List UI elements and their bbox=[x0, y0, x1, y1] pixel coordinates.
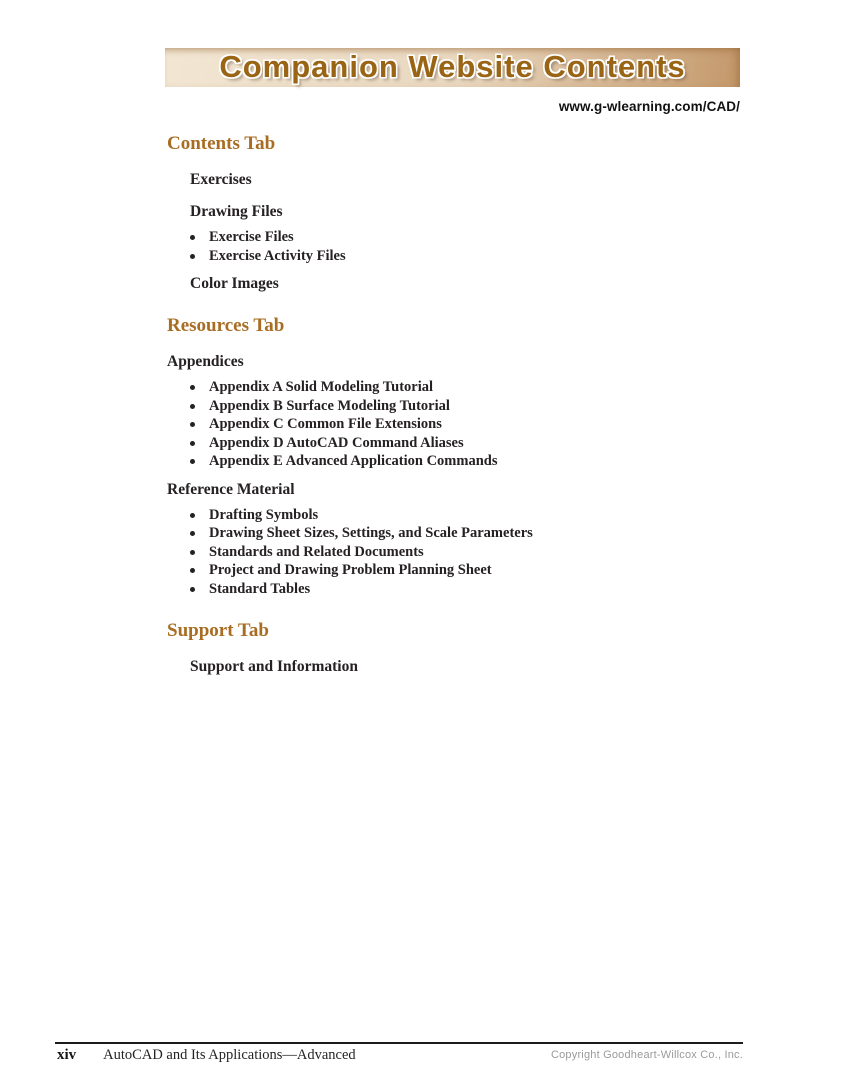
list-item bbox=[167, 524, 737, 543]
list-item bbox=[167, 543, 737, 562]
page-banner bbox=[165, 48, 740, 87]
bullet-icon bbox=[190, 513, 195, 518]
group-label: Reference Material bbox=[167, 480, 295, 498]
list-item-label: Drawing Sheet Sizes, Settings, and Scale Parameters bbox=[209, 525, 533, 541]
list-item-label: Appendix E Advanced Application Commands bbox=[209, 453, 498, 469]
group-label: Drawing Files bbox=[190, 203, 283, 220]
list-item bbox=[167, 247, 737, 266]
list-item-label: Appendix C Common File Extensions bbox=[209, 416, 442, 432]
list-item bbox=[167, 434, 737, 453]
list-item bbox=[167, 580, 737, 599]
contents-list bbox=[167, 133, 737, 676]
list-item-label: Project and Drawing Problem Planning Sheet bbox=[209, 562, 492, 578]
footer-rule bbox=[55, 1042, 743, 1044]
bullet-icon bbox=[190, 385, 195, 390]
page-number: xiv bbox=[57, 1047, 77, 1063]
bullet-icon bbox=[190, 568, 195, 573]
list-item bbox=[167, 561, 737, 580]
section-heading: Contents Tab bbox=[167, 133, 276, 154]
list-item bbox=[167, 397, 737, 416]
section-heading: Support Tab bbox=[167, 620, 269, 641]
content-section bbox=[167, 133, 737, 293]
bullet-icon bbox=[190, 550, 195, 555]
copyright-notice: Copyright Goodheart-Willcox Co., Inc. bbox=[550, 1049, 743, 1061]
content-section bbox=[167, 315, 737, 598]
bullet-icon bbox=[190, 404, 195, 409]
list-item-label: Exercise Files bbox=[209, 229, 294, 245]
list-item bbox=[167, 452, 737, 471]
list-item-label: Drafting Symbols bbox=[209, 506, 319, 523]
group-label: Color Images bbox=[190, 275, 279, 292]
book-title: AutoCAD and Its Applications—Advanced bbox=[103, 1047, 356, 1063]
list-item bbox=[167, 506, 737, 525]
list-item-label: Appendix A Solid Modeling Tutorial bbox=[209, 379, 434, 395]
bullet-icon bbox=[190, 254, 195, 259]
list-item bbox=[167, 415, 737, 434]
bullet-icon bbox=[190, 441, 195, 446]
list-item-label: Appendix D AutoCAD Command Aliases bbox=[209, 434, 464, 451]
banner-title: Companion Website Contents bbox=[219, 48, 686, 84]
section-heading: Resources Tab bbox=[167, 315, 285, 336]
bullet-icon bbox=[190, 459, 195, 464]
list-item-label: Appendix B Surface Modeling Tutorial bbox=[209, 397, 450, 414]
list-item-label: Standard Tables bbox=[209, 580, 311, 597]
list-item bbox=[167, 228, 737, 247]
companion-website-url: www.g-wlearning.com/CAD/ bbox=[558, 99, 740, 114]
group-label: Exercises bbox=[190, 171, 252, 188]
bullet-icon bbox=[190, 422, 195, 427]
bullet-list bbox=[167, 506, 737, 599]
bullet-icon bbox=[190, 587, 195, 592]
group-label: Support and Information bbox=[190, 658, 358, 675]
footer-left bbox=[57, 1047, 356, 1064]
bullet-icon bbox=[190, 235, 195, 240]
content-section bbox=[167, 620, 737, 676]
group-label: Appendices bbox=[167, 353, 244, 370]
bullet-list bbox=[167, 228, 737, 265]
list-item bbox=[167, 378, 737, 397]
list-item-label: Standards and Related Documents bbox=[209, 543, 424, 560]
bullet-list bbox=[167, 378, 737, 471]
bullet-icon bbox=[190, 531, 195, 536]
list-item-label: Exercise Activity Files bbox=[209, 247, 346, 264]
